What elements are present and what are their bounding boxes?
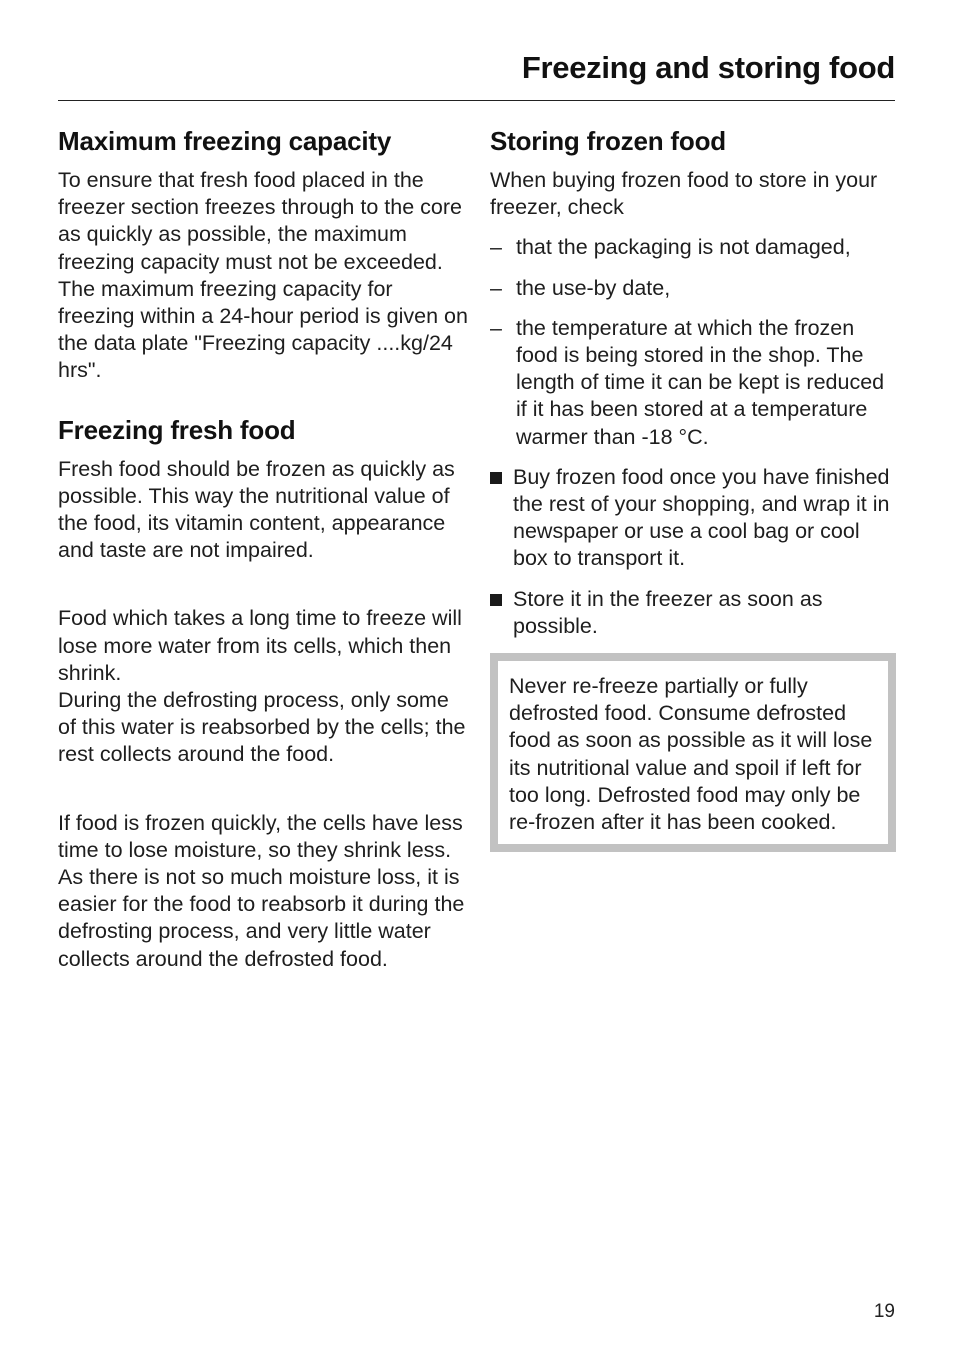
paragraph-fresh-food: Fresh food should be frozen as quickly as possible. This way the nutritional value of the food, its vitamin content, appearance and taste are not impaired.	[58, 456, 455, 563]
heading-storing-frozen-food: Storing frozen food	[490, 126, 726, 156]
paragraph-quick-freezing: If food is frozen quickly, the cells have less time to lose moisture, so they shrink less. As there is not so much moisture loss, it is easier for the food to reabsorb it during the defrosting process, and very little water collects around the defrosted food.	[58, 810, 465, 971]
square-bullet-icon	[490, 472, 502, 484]
square-bullet-icon	[490, 594, 502, 606]
tips-list	[490, 464, 896, 640]
tips-list-item	[490, 586, 896, 640]
dash-marker: –	[490, 275, 502, 300]
dash-marker: –	[490, 235, 502, 260]
check-list-item-text: the temperature at which the frozen food is being stored in the shop. The length of time it can be kept is reduced if it has been stored at a temperature warmer than -18 °C.	[516, 315, 885, 449]
tips-list-item-text: Buy frozen food once you have finished the rest of your shopping, and wrap it in newspaper or use a cool bag or cool box to transport it.	[513, 464, 890, 571]
paragraph-freezing-capacity: To ensure that fresh food placed in the freezer section freezes through to the core as quickly as possible, the maximum freezing capacity must not be exceeded. The maximum freezing capacity for freezing within a 24-hour period is given on the data plate "Freezing capacity ....kg/24 hrs".	[58, 168, 468, 383]
tips-list-item	[490, 464, 896, 573]
tips-list-item-text: Store it in the freezer as soon as possible.	[513, 586, 823, 638]
check-list-item-text: the use-by date,	[516, 275, 671, 300]
right-column	[490, 122, 896, 852]
heading-maximum-freezing-capacity: Maximum freezing capacity	[58, 126, 392, 156]
page-number: 19	[873, 1301, 895, 1322]
warning-note-text: Never re-freeze partially or fully defrosted food. Consume defrosted food as soon as possible as it will lose its nutritional value and spoil if left for too long. Defrosted food may only be re-frozen after it has been cooked.	[509, 674, 873, 835]
heading-freezing-fresh-food: Freezing fresh food	[58, 414, 296, 445]
dash-marker: –	[490, 315, 502, 340]
warning-note-box	[490, 653, 896, 852]
check-list-item	[490, 315, 896, 451]
paragraph-defrosting: During the defrosting process, only some of this water is reabsorbed by the cells; the rest collects around the food.	[58, 688, 466, 767]
left-column	[58, 122, 470, 973]
check-list-item	[490, 275, 896, 302]
check-list-item-text: that the packaging is not damaged,	[516, 235, 851, 260]
paragraph-slow-freezing: Food which takes a long time to freeze will lose more water from its cells, which then shrink.	[58, 606, 462, 685]
check-list	[490, 234, 896, 450]
page-title: Freezing and storing food	[521, 50, 895, 85]
title-divider	[58, 100, 895, 101]
paragraph-storing-intro: When buying frozen food to store in your freezer, check	[490, 168, 878, 220]
check-list-item	[490, 234, 896, 261]
